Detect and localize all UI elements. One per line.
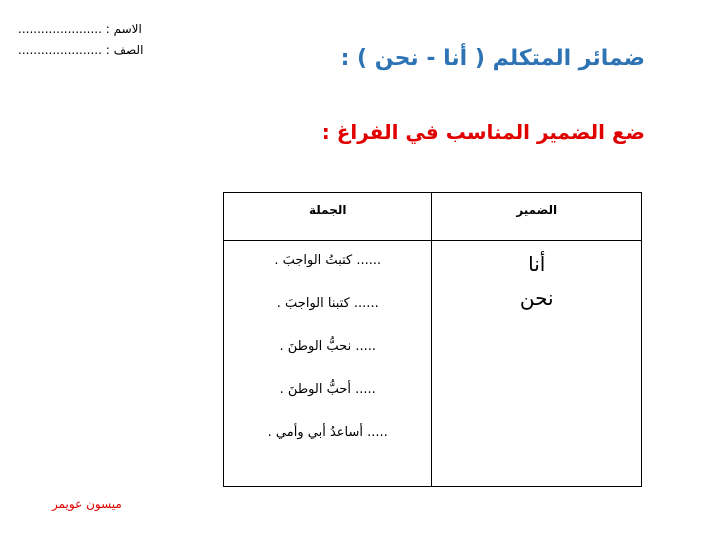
sentence-column-header: الجملة (224, 193, 432, 241)
exercise-table (223, 192, 642, 487)
pronoun-column-header: الضمير (432, 193, 642, 241)
sentence-list (224, 241, 431, 481)
sentence-item: ...... كتبتُ الواجبَ . (274, 253, 382, 268)
student-class-line: الصف : ...................... (18, 43, 144, 57)
pronoun-item: أنا (528, 252, 546, 276)
pronoun-item: نحن (519, 286, 554, 310)
table-header-row (224, 193, 642, 241)
worksheet-title: ضمائر المتكلم ( أنا - نحن ) : (340, 46, 645, 71)
sentence-item: ...... كتبنا الواجبَ . (276, 296, 379, 311)
instruction-text: ضع الضمير المناسب في الفراغ : (321, 120, 645, 144)
table-body-row (224, 241, 642, 487)
sentence-item: ..... نحبُّ الوطنَ . (279, 339, 376, 354)
pronouns-cell (432, 241, 642, 487)
pronoun-list (432, 247, 641, 315)
author-name: ميسون عويمر (52, 497, 122, 511)
sentences-cell (224, 241, 432, 487)
sentence-item: ..... أحبُّ الوطنَ . (279, 382, 376, 397)
student-name-line: الاسم : ...................... (18, 22, 142, 36)
sentence-item: ..... أساعدُ أبي وأمي . (267, 425, 388, 440)
